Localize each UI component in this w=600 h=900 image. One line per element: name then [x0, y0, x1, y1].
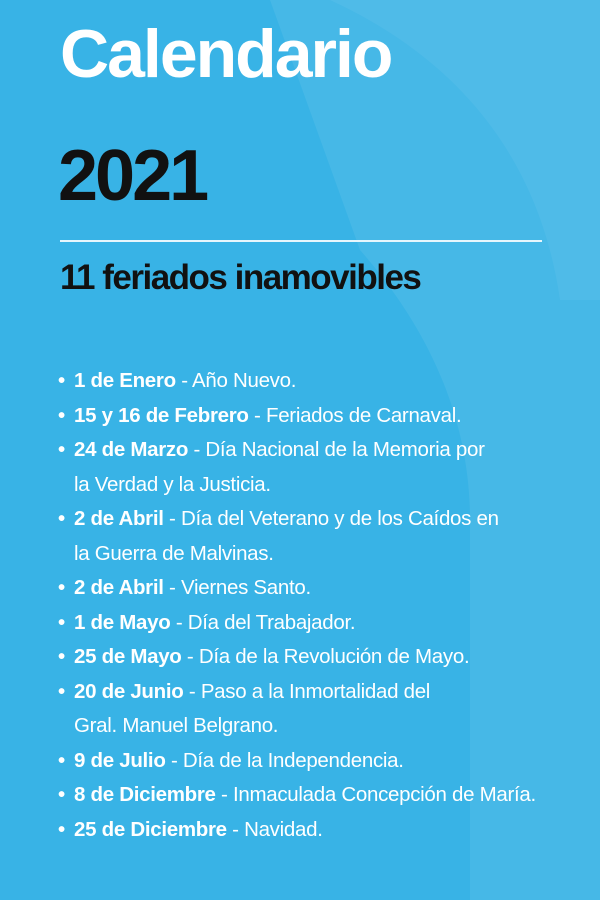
holiday-item	[58, 364, 588, 399]
holiday-date: 25 de Mayo	[74, 645, 182, 668]
holiday-item	[58, 502, 514, 571]
bullet-icon: •	[58, 783, 65, 806]
holiday-item	[58, 606, 588, 641]
holiday-date: 8 de Diciembre	[74, 783, 216, 806]
holiday-date: 2 de Abril	[74, 507, 164, 530]
holiday-description: Día del Veterano y de los Caídos en la Guerra de Malvinas.	[74, 507, 499, 565]
holiday-description: Día Nacional de la Memoria por la Verdad y la Justicia.	[74, 438, 485, 496]
holiday-date: 15 y 16 de Febrero	[74, 403, 249, 427]
bullet-icon: •	[58, 507, 65, 530]
holiday-separator: -	[170, 610, 188, 634]
bullet-icon: •	[58, 817, 65, 841]
holiday-date: 24 de Marzo	[74, 438, 189, 461]
title-divider	[60, 240, 542, 242]
holiday-separator: -	[183, 679, 201, 703]
holiday-description: Día del Trabajador.	[187, 610, 356, 634]
holiday-separator: -	[163, 576, 181, 599]
holiday-description: Feriados de Carnaval.	[265, 403, 462, 427]
holiday-date: 25 de Diciembre	[74, 817, 227, 841]
holiday-date: 20 de Junio	[74, 679, 184, 703]
holiday-separator: -	[181, 645, 199, 668]
holiday-description: Navidad.	[244, 817, 323, 841]
poster-title: Calendario	[60, 16, 392, 92]
holiday-separator: -	[165, 748, 183, 772]
holiday-date: 1 de Mayo	[74, 610, 171, 634]
poster-year: 2021	[58, 136, 207, 216]
holiday-item	[58, 399, 588, 434]
poster-subtitle: 11 feriados inamovibles	[60, 258, 421, 297]
holiday-description: Viernes Santo.	[180, 576, 311, 599]
holiday-description: Paso a la Inmortalidad del Gral. Manuel Belgrano.	[74, 679, 431, 737]
holiday-separator: -	[215, 783, 233, 806]
holiday-date: 9 de Julio	[74, 748, 166, 772]
holiday-description: Inmaculada Concepción de María.	[232, 783, 536, 806]
bullet-icon: •	[58, 645, 65, 668]
holiday-item	[58, 744, 588, 779]
holiday-separator: -	[163, 507, 181, 530]
holiday-separator: -	[248, 403, 266, 427]
holiday-item	[58, 778, 588, 813]
bullet-icon: •	[58, 438, 65, 461]
bullet-icon: •	[58, 610, 65, 634]
holiday-item	[58, 433, 504, 502]
holiday-item	[58, 675, 474, 744]
bullet-icon: •	[58, 748, 65, 772]
bullet-icon: •	[58, 576, 65, 599]
holiday-separator: -	[226, 817, 245, 841]
holiday-list	[58, 364, 588, 847]
holiday-description: Año Nuevo.	[192, 369, 297, 392]
holiday-item	[58, 640, 588, 675]
holiday-description: Día de la Revolución de Mayo.	[198, 645, 470, 668]
holiday-description: Día de la Independencia.	[182, 748, 404, 772]
holiday-item	[58, 813, 588, 848]
holiday-date: 1 de Enero	[74, 369, 176, 392]
holiday-separator: -	[188, 438, 206, 461]
bullet-icon: •	[58, 369, 65, 392]
bullet-icon: •	[58, 679, 65, 703]
holiday-date: 2 de Abril	[74, 576, 164, 599]
holiday-item	[58, 571, 588, 606]
holiday-separator: -	[175, 369, 192, 392]
bullet-icon: •	[58, 403, 65, 427]
